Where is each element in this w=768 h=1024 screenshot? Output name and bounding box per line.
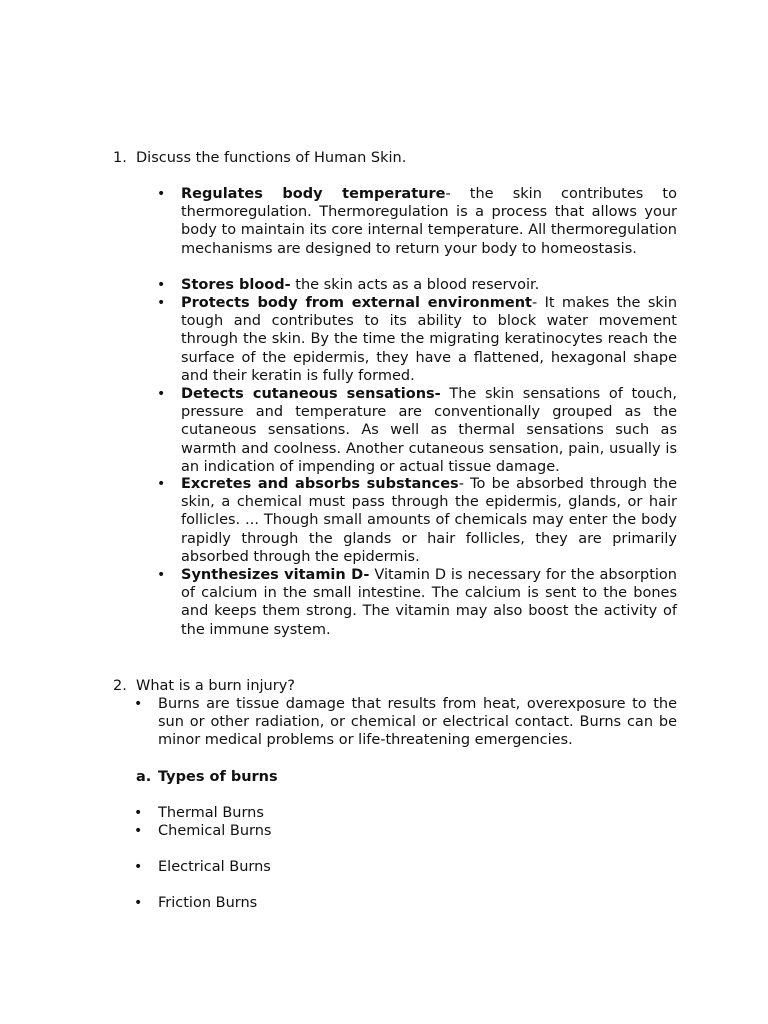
list-item: [181, 475, 677, 566]
bullet-glyph: •: [157, 186, 166, 202]
item-body: To be absorbed through the skin, a chemical must pass through the epidermis, glands, or hair follicles. ... Though small amounts of chemicals may enter the body rapidly through the glands or hair follicles, they are primarily absorbed through the epidermis.: [181, 476, 677, 565]
subsection-letter: a.: [136, 769, 152, 785]
question-number: 2.: [113, 678, 127, 694]
item-term: Regulates body temperature: [181, 186, 446, 202]
item-separator: -: [458, 476, 464, 492]
list-item: Electrical Burns: [158, 859, 271, 875]
item-term: Detects cutaneous sensations-: [181, 386, 441, 402]
bullet-glyph: •: [134, 696, 143, 712]
item-body: Vitamin D is necessary for the absorption of calcium in the small intestine. The calcium is sent to the bones and keeps them strong. The vitamin may also boost the activity of the immune system.: [181, 567, 677, 638]
item-body: The skin sensations of touch, pressure and temperature are conventionally grouped as the cutaneous sensations. As well as thermal sensations such as warmth and coolness. Another cutaneous sensation, pain, usually is an indication of impending or actual tissue damage.: [181, 386, 677, 475]
item-term: Synthesizes vitamin D-: [181, 567, 370, 583]
list-item: [181, 294, 677, 385]
item-body: It makes the skin tough and contributes to its ability to block water movement through the skin. By the time the migrating keratinocytes reach the surface of the epidermis, they have a flattened, hexagonal shape and their keratin is fully formed.: [181, 295, 678, 384]
item-body: the skin acts as a blood reservoir.: [290, 277, 540, 293]
bullet-glyph: •: [157, 277, 166, 293]
list-item: Thermal Burns: [158, 805, 264, 821]
item-body: the skin contributes to thermoregulation. Thermoregulation is a process that allows your body to maintain its core internal temperature. All thermoregulation mechanisms are designed to return your body to homeostasis.: [181, 186, 677, 257]
list-item: [181, 566, 677, 639]
list-item: Chemical Burns: [158, 823, 272, 839]
bullet-glyph: •: [157, 386, 166, 402]
answer-paragraph: Burns are tissue damage that results from heat, overexposure to the sun or other radiation, or chemical or electrical contact. Burns can be minor medical problems or life-threatening emergencies.: [158, 696, 677, 749]
list-item: [181, 385, 677, 476]
bullet-glyph: •: [157, 567, 166, 583]
bullet-glyph: •: [134, 895, 143, 911]
item-term: Protects body from external environment: [181, 295, 532, 311]
item-term: Stores blood-: [181, 277, 291, 293]
question-number: 1.: [113, 150, 127, 166]
question-text: What is a burn injury?: [136, 678, 295, 694]
bullet-glyph: •: [157, 295, 166, 311]
bullet-glyph: •: [157, 476, 166, 492]
list-item: Friction Burns: [158, 895, 258, 911]
list-item: [181, 276, 677, 294]
bullet-glyph: •: [134, 805, 143, 821]
subsection-title: Types of burns: [158, 769, 278, 785]
list-item: [181, 185, 677, 258]
bullet-glyph: •: [134, 823, 143, 839]
item-separator: -: [532, 295, 538, 311]
bullet-glyph: •: [134, 859, 143, 875]
item-term: Excretes and absorbs substances: [181, 476, 459, 492]
item-separator: -: [445, 186, 451, 202]
question-text: Discuss the functions of Human Skin.: [136, 150, 407, 166]
